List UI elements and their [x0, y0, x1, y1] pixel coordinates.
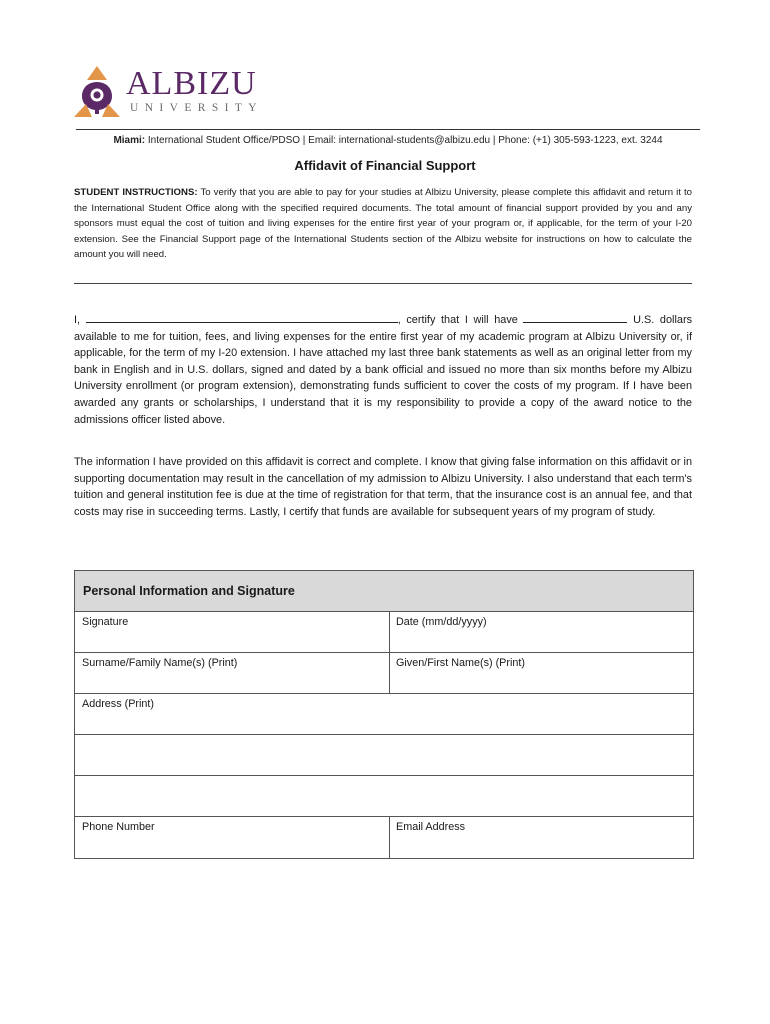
address-line-3-field[interactable]: [75, 776, 693, 816]
form-row-address-line-3: [75, 776, 693, 817]
form-row-names: [75, 653, 693, 694]
surname-label: Surname/Family Name(s) (Print): [82, 657, 238, 669]
name-blank-line[interactable]: [86, 311, 398, 323]
form-heading: Personal Information and Signature: [75, 571, 693, 612]
instructions-label: STUDENT INSTRUCTIONS:: [74, 187, 198, 198]
document-title: Affidavit of Financial Support: [294, 158, 476, 173]
form-row-address: [75, 694, 693, 735]
albizu-logo: [74, 66, 274, 122]
email-field[interactable]: [390, 817, 693, 858]
student-instructions: [74, 185, 692, 263]
phone-label: Phone Number: [82, 821, 155, 833]
form-row-contact: [75, 817, 693, 858]
given-name-field[interactable]: [390, 653, 693, 693]
signature-field[interactable]: [75, 612, 390, 652]
affidavit-mid: , certify that I will have: [397, 314, 518, 326]
form-row-address-line-2: [75, 735, 693, 776]
logo-subtitle: UNIVERSITY: [130, 102, 263, 114]
given-name-label: Given/First Name(s) (Print): [396, 657, 525, 669]
date-label: Date (mm/dd/yyyy): [396, 616, 487, 628]
personal-info-form: [74, 570, 694, 859]
affidavit-rest: U.S. dollars available to me for tuition, fees, and living expenses for the entire first year of my academic program at Albizu University or, if applicable, for the term of my I-20 extension. I have attached my last three bank statements as well as an original letter from my bank in English and in U.S. dollars, signed and dated by a bank official and issued no more than six months before my Albizu University enrollment (or program extension), demonstrating funds sufficient to cover the costs of my program. If I have been awarded any grants or scholarships, I understand that it is my responsibility to provide a copy of the award notice to the admissions officer listed above.: [74, 314, 693, 426]
email-label: Email Address: [396, 821, 466, 833]
instructions-text: To verify that you are able to pay for your studies at Albizu University, please complete this affidavit and return it to the International Student Office along with the specified required documents. The total amount of financial support provided by you and any sponsors must equal the cost of tuition and living expenses for the entire first year of your program or, if applicable, for the term of your I-20 extension. See the Financial Support page of the International Students section of the Albizu website for instructions on how to calculate the amount you will need.: [74, 187, 693, 261]
address-line-2-field[interactable]: [75, 735, 693, 775]
date-field[interactable]: [390, 612, 693, 652]
amount-blank-line[interactable]: [523, 311, 627, 323]
header-divider: [76, 129, 700, 130]
signature-label: Signature: [82, 616, 129, 628]
affidavit-paragraph: [74, 311, 692, 428]
address-label: Address (Print): [82, 698, 154, 710]
campus-label: Miami:: [113, 135, 146, 146]
contact-details: International Student Office/PDSO | Email: international-students@albizu.edu | Phone: (+1) 305-593-1223, ext. 3244: [147, 135, 663, 146]
albizu-emblem-icon: [74, 66, 120, 120]
phone-field[interactable]: [75, 817, 390, 858]
surname-field[interactable]: [75, 653, 390, 693]
section-divider: [74, 283, 692, 284]
certification-paragraph: The information I have provided on this affidavit is correct and complete. I know that giving false information on this affidavit or in supporting documentation may result in the cancellation of my admission to Albizu University. I also understand that each term's tuition and general institution fee is due at the time of registration for that term, that the insurance cost is an annual fee, and that costs may rise in succeeding terms. Lastly, I certify that funds are available for subsequent years of my program of study.: [74, 456, 692, 518]
address-field[interactable]: [75, 694, 693, 734]
contact-line: [76, 134, 700, 147]
affidavit-prefix: I,: [74, 314, 81, 326]
form-row-signature: [75, 612, 693, 653]
logo-wordmark: ALBIZU: [126, 65, 257, 102]
